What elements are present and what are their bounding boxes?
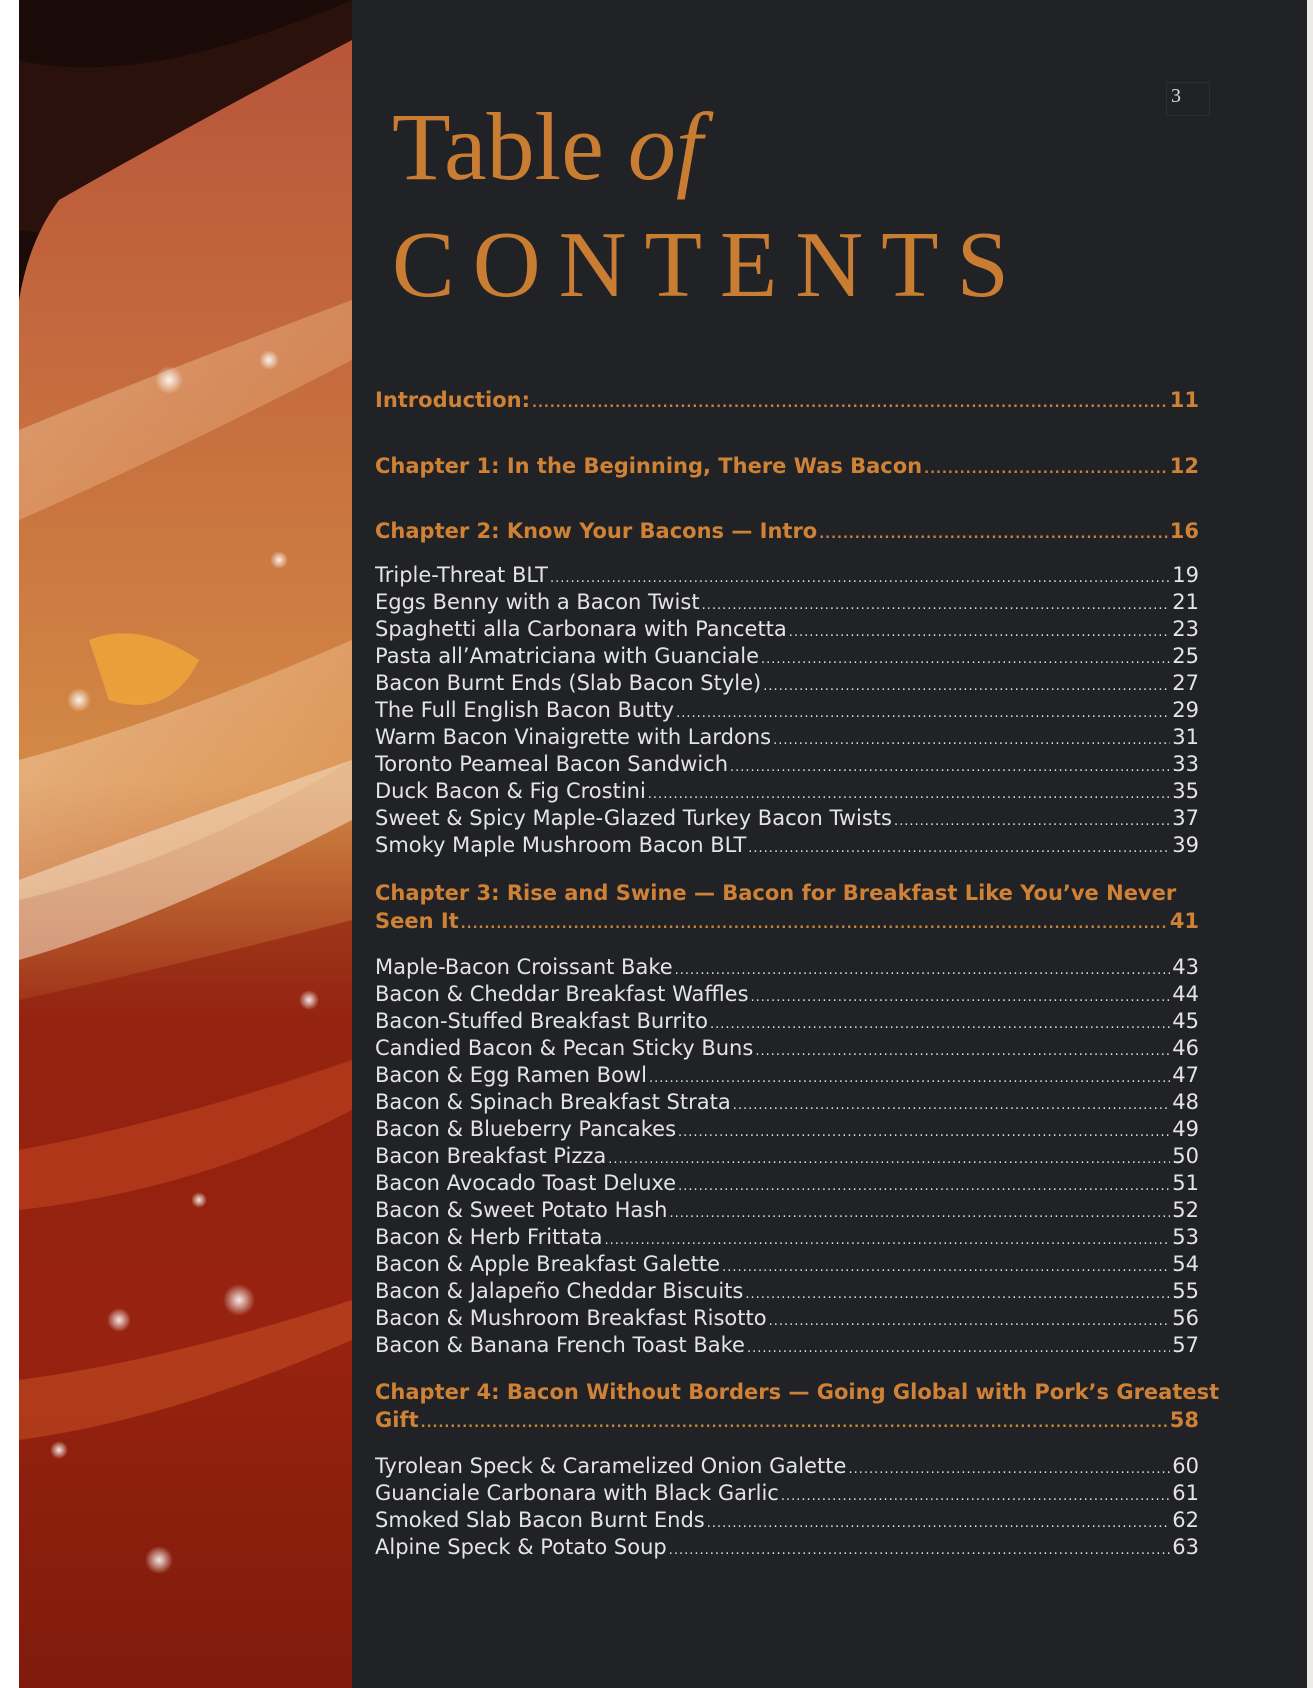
toc-entry-label: Bacon & Apple Breakfast Galette — [375, 1252, 721, 1276]
toc-entry-label: Bacon Avocado Toast Deluxe — [375, 1171, 677, 1195]
toc-entry-label: Chapter 2: Know Your Bacons — Intro — [375, 519, 818, 543]
toc-entry-page: 19 — [1172, 563, 1199, 587]
toc-entry-label: Pasta all’Amatriciana with Guanciale — [375, 644, 760, 668]
toc-entry-recipe[interactable] — [375, 1008, 1199, 1035]
toc-entry-recipe[interactable] — [375, 1480, 1199, 1507]
dot-leader — [763, 673, 1170, 697]
toc-entry-recipe[interactable] — [375, 1197, 1199, 1224]
dot-leader — [421, 1410, 1168, 1438]
page-margin — [0, 0, 19, 1688]
toc-entry-recipe[interactable] — [375, 1116, 1199, 1143]
dot-leader — [461, 911, 1168, 939]
toc-entry-label: Bacon & Sweet Potato Hash — [375, 1198, 668, 1222]
toc-entry-page: 12 — [1169, 454, 1199, 478]
toc-entry-page: 21 — [1172, 590, 1199, 614]
toc-entry-recipe[interactable] — [375, 697, 1199, 724]
toc-entry-label: Bacon & Blueberry Pancakes — [375, 1117, 677, 1141]
toc-entry-recipe[interactable] — [375, 1224, 1199, 1251]
toc-entry-page: 11 — [1169, 388, 1199, 412]
toc-entry-page: 45 — [1172, 1009, 1199, 1033]
toc-entry-label-continued — [375, 1406, 1199, 1438]
toc-entry-recipe[interactable] — [375, 832, 1199, 859]
toc-entry-page: 46 — [1172, 1036, 1199, 1060]
dot-leader — [722, 1254, 1170, 1278]
toc-entry-page: 35 — [1172, 779, 1199, 803]
toc-entry-page: 63 — [1172, 1535, 1199, 1559]
toc-entry-label: Bacon & Jalapeño Cheddar Biscuits — [375, 1279, 744, 1303]
toc-entry-label: Chapter 4: Bacon Without Borders — Going Global with Pork’s Greatest — [375, 1380, 1220, 1404]
toc-entry-recipe[interactable] — [375, 1305, 1199, 1332]
dot-leader — [678, 1173, 1170, 1197]
toc-entry-page: 25 — [1172, 644, 1199, 668]
dot-leader — [702, 592, 1171, 616]
toc-entry-chapter-1[interactable] — [375, 451, 1199, 481]
toc-entry-label: Triple-Threat BLT — [375, 563, 548, 587]
toc-entry-page: 43 — [1172, 955, 1199, 979]
toc-entry-page: 39 — [1172, 833, 1199, 857]
page-edge — [1307, 0, 1313, 1688]
dot-leader — [745, 1281, 1170, 1305]
toc-entry-page: 54 — [1172, 1252, 1199, 1276]
toc-entry-label: Bacon & Egg Ramen Bowl — [375, 1063, 647, 1087]
toc-entry-page: 27 — [1172, 671, 1199, 695]
toc-entry-recipe[interactable] — [375, 562, 1199, 589]
toc-entry-recipe[interactable] — [375, 1278, 1199, 1305]
toc-entry-page: 41 — [1169, 909, 1199, 933]
dot-leader — [648, 781, 1170, 805]
title-line-2: CONTENTS — [392, 213, 1027, 317]
dot-leader — [707, 1510, 1171, 1534]
dot-leader — [894, 808, 1170, 832]
toc-entry-recipe[interactable] — [375, 1332, 1199, 1359]
toc-entry-label: Bacon & Spinach Breakfast Strata — [375, 1090, 731, 1114]
toc-entry-label: Smoked Slab Bacon Burnt Ends — [375, 1508, 705, 1532]
toc-entry-recipe[interactable] — [375, 1453, 1199, 1480]
dot-leader — [769, 1308, 1171, 1332]
toc-entry-label: Candied Bacon & Pecan Sticky Buns — [375, 1036, 754, 1060]
toc-entry-page: 58 — [1169, 1408, 1199, 1432]
toc-entry-label: Bacon & Cheddar Breakfast Waffles — [375, 982, 749, 1006]
dot-leader — [751, 984, 1171, 1008]
toc-entry-page: 29 — [1172, 698, 1199, 722]
toc-entry-recipe[interactable] — [375, 616, 1199, 643]
toc-entry-label: Seen It — [375, 909, 459, 933]
toc-entry-recipe[interactable] — [375, 643, 1199, 670]
toc-entry-page: 52 — [1172, 1198, 1199, 1222]
dot-leader — [675, 957, 1171, 981]
dot-leader — [676, 700, 1170, 724]
toc-entry-label: Guanciale Carbonara with Black Garlic — [375, 1481, 779, 1505]
toc-entry-recipe[interactable] — [375, 751, 1199, 778]
toc-entry-page: 62 — [1172, 1508, 1199, 1532]
dot-leader — [730, 754, 1170, 778]
page-number: 3 — [1166, 82, 1210, 116]
toc-entry-recipe[interactable] — [375, 981, 1199, 1008]
dot-leader — [748, 835, 1170, 859]
toc-entry-page: 56 — [1172, 1306, 1199, 1330]
dot-leader — [747, 1335, 1170, 1359]
dot-leader — [710, 1011, 1170, 1035]
toc-entry-page: 48 — [1172, 1090, 1199, 1114]
toc-entry-recipe[interactable] — [375, 1062, 1199, 1089]
toc-entry-label: Bacon-Stuffed Breakfast Burrito — [375, 1009, 708, 1033]
toc-entry-label: Eggs Benny with a Bacon Twist — [375, 590, 700, 614]
dot-leader — [761, 646, 1170, 670]
toc-entry-recipe[interactable] — [375, 1089, 1199, 1116]
toc-entry-page: 60 — [1172, 1454, 1199, 1478]
dot-leader — [678, 1119, 1170, 1143]
dot-leader — [608, 1146, 1170, 1170]
toc-entry-label: Alpine Speck & Potato Soup — [375, 1535, 667, 1559]
toc-entry-recipe[interactable] — [375, 589, 1199, 616]
toc-entry-recipe[interactable] — [375, 1534, 1199, 1561]
dot-leader — [733, 1092, 1171, 1116]
toc-entry-page: 33 — [1172, 752, 1199, 776]
toc-entry-recipe[interactable] — [375, 724, 1199, 751]
toc-entry-chapter-2[interactable] — [375, 516, 1199, 546]
toc-entry-page: 53 — [1172, 1225, 1199, 1249]
toc-entry-page: 31 — [1172, 725, 1199, 749]
toc-entry-chapter-3[interactable] — [375, 879, 1199, 939]
toc-entry-label: Gift — [375, 1408, 419, 1432]
dot-leader — [532, 389, 1168, 415]
dot-leader — [605, 1227, 1171, 1251]
dot-leader — [669, 1537, 1171, 1561]
toc-entry-label: Warm Bacon Vinaigrette with Lardons — [375, 725, 772, 749]
toc-entry-label: The Full English Bacon Butty — [375, 698, 675, 722]
toc-entry-page: 49 — [1172, 1117, 1199, 1141]
toc-entry-label: Bacon & Banana French Toast Bake — [375, 1333, 745, 1357]
dot-leader — [924, 455, 1168, 481]
toc-entry-page: 16 — [1169, 519, 1199, 543]
toc-entry-label: Duck Bacon & Fig Crostini — [375, 779, 646, 803]
toc-entry-page: 61 — [1172, 1481, 1199, 1505]
toc-entry-label: Toronto Peameal Bacon Sandwich — [375, 752, 729, 776]
dot-leader — [848, 1456, 1170, 1480]
toc-entry-label: Bacon & Herb Frittata — [375, 1225, 603, 1249]
dot-leader — [649, 1065, 1170, 1089]
toc-entry-page: 57 — [1172, 1333, 1199, 1357]
toc-entry-recipe[interactable] — [375, 1507, 1199, 1534]
toc-entry-page: 50 — [1172, 1144, 1199, 1168]
toc-entry-label-continued — [375, 907, 1199, 939]
toc-entry-recipe[interactable] — [375, 1143, 1199, 1170]
toc-entry-label: Sweet & Spicy Maple-Glazed Turkey Bacon Twists — [375, 806, 892, 830]
toc-entry-label: Spaghetti alla Carbonara with Pancetta — [375, 617, 787, 641]
toc-entry-introduction[interactable] — [375, 385, 1199, 415]
toc-entry-page: 37 — [1172, 806, 1199, 830]
toc-entry-page: 51 — [1172, 1171, 1199, 1195]
title-word-table: Table — [392, 93, 604, 200]
toc-entry-label: Chapter 3: Rise and Swine — Bacon for Breakfast Like You’ve Never — [375, 881, 1177, 905]
toc-entry-recipe[interactable] — [375, 1251, 1199, 1278]
toc-entry-label: Maple-Bacon Croissant Bake — [375, 955, 673, 979]
toc-entry-label: Chapter 1: In the Beginning, There Was Bacon — [375, 454, 923, 478]
toc-entry-recipe[interactable] — [375, 954, 1199, 981]
title-line-1 — [392, 92, 1027, 202]
toc-entry-recipe[interactable] — [375, 1170, 1199, 1197]
dot-leader — [773, 727, 1170, 751]
toc-entry-label: Smoky Maple Mushroom Bacon BLT — [375, 833, 747, 857]
toc-entry-page: 47 — [1172, 1063, 1199, 1087]
toc-entry-recipe[interactable] — [375, 1035, 1199, 1062]
toc-entry-page: 44 — [1172, 982, 1199, 1006]
toc-entry-recipe[interactable] — [375, 805, 1199, 832]
toc-entry-label: Bacon Burnt Ends (Slab Bacon Style) — [375, 671, 762, 695]
dot-leader — [819, 520, 1168, 546]
toc-entry-page: 55 — [1172, 1279, 1199, 1303]
dot-leader — [670, 1200, 1171, 1224]
toc-entry-label: Tyrolean Speck & Caramelized Onion Galette — [375, 1454, 847, 1478]
toc-entry-recipe[interactable] — [375, 778, 1199, 805]
dot-leader — [550, 565, 1170, 589]
page-title — [392, 92, 1027, 320]
bacon-photo — [19, 0, 352, 1688]
toc-entry-page: 23 — [1172, 617, 1199, 641]
dot-leader — [755, 1038, 1170, 1062]
title-word-of: of — [627, 93, 703, 200]
dot-leader — [781, 1483, 1170, 1507]
toc-entry-chapter-4[interactable] — [375, 1378, 1220, 1438]
dot-leader — [789, 619, 1170, 643]
toc-entry-label: Bacon Breakfast Pizza — [375, 1144, 607, 1168]
toc-entry-label: Introduction: — [375, 388, 531, 412]
toc-entry-recipe[interactable] — [375, 670, 1199, 697]
toc-entry-label: Bacon & Mushroom Breakfast Risotto — [375, 1306, 767, 1330]
